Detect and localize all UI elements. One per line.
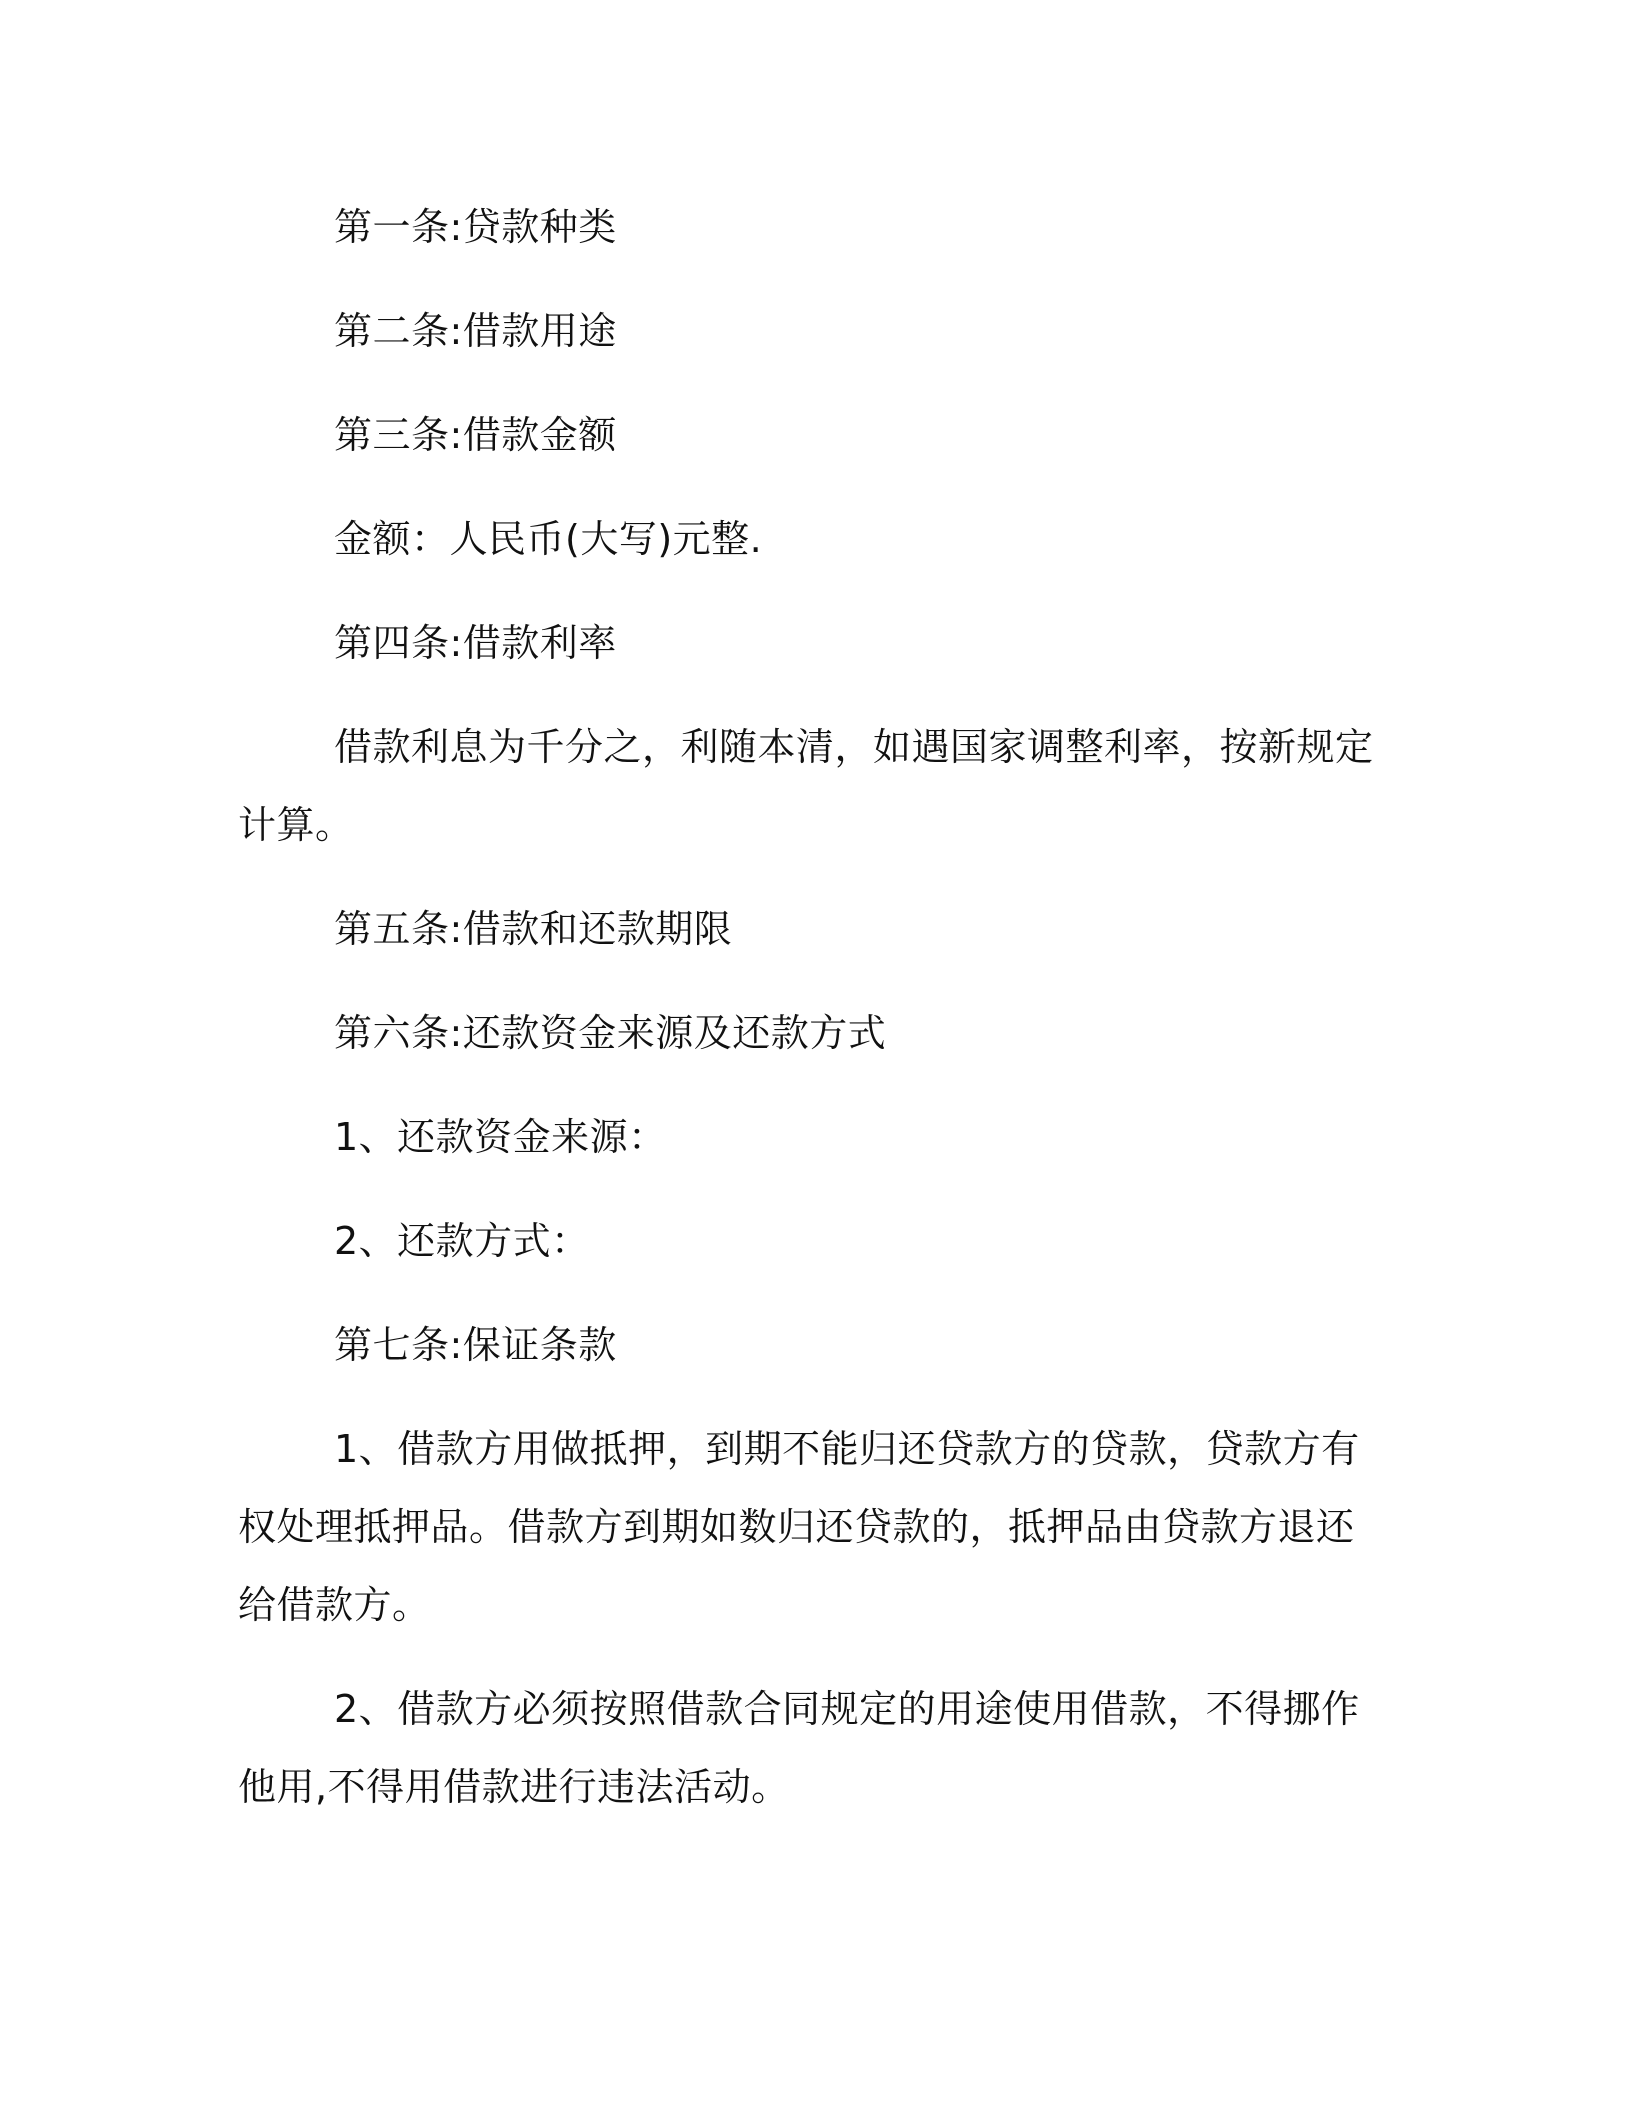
article-3-heading: 第三条:借款金额 [334, 413, 617, 457]
article-5-heading: 第五条:借款和还款期限 [334, 907, 733, 951]
document-body [238, 188, 1376, 1852]
article-6-heading: 第六条:还款资金来源及还款方式 [334, 1011, 887, 1055]
article-1-heading: 第一条:贷款种类 [334, 205, 617, 249]
article-4-heading: 第四条:借款利率 [334, 621, 617, 665]
article-7-heading: 第七条:保证条款 [334, 1323, 617, 1367]
amount-line: 金额：人民币(大写)元整. [334, 517, 763, 561]
interest-paragraph: 借款利息为千分之，利随本清，如遇国家调整利率，按新规定计算。 [238, 725, 1374, 847]
repayment-source-line: 1、还款资金来源： [334, 1115, 667, 1159]
article-2-heading: 第二条:借款用途 [334, 309, 617, 353]
repayment-method-line: 2、还款方式： [334, 1219, 590, 1263]
guarantee-clause-1: 1、借款方用做抵押，到期不能归还贷款方的贷款，贷款方有权处理抵押品。借款方到期如数归还贷款的，抵押品由贷款方退还给借款方。 [238, 1427, 1360, 1627]
guarantee-clause-2: 2、借款方必须按照借款合同规定的用途使用借款，不得挪作他用,不得用借款进行违法活动。 [238, 1687, 1360, 1809]
